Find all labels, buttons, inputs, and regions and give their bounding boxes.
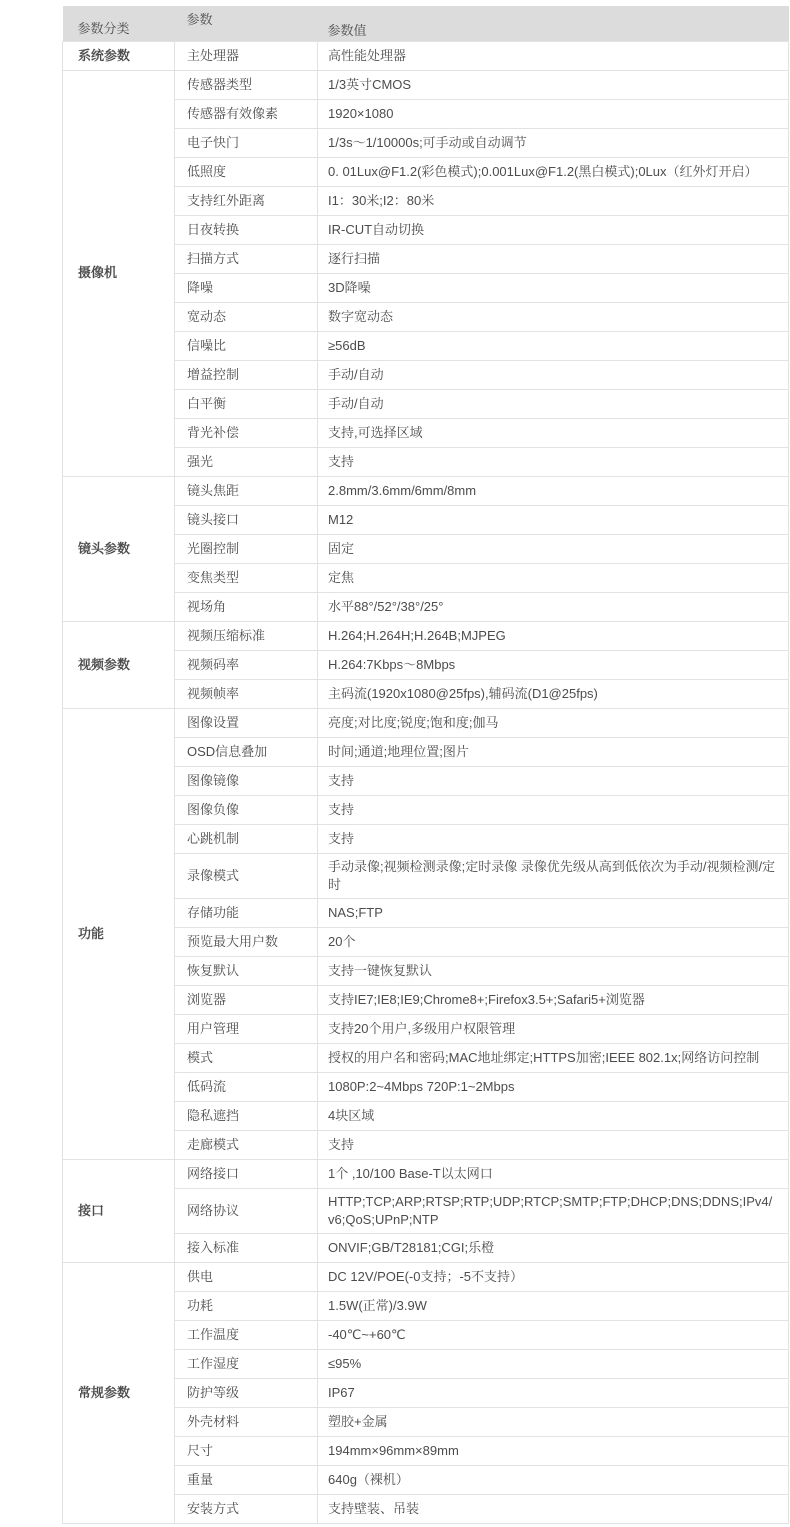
value-cell: 1080P:2~4Mbps 720P:1~2Mbps [318,1072,789,1101]
value-cell: 手动录像;视频检测录像;定时录像 录像优先级从高到低依次为手动/视频检测/定时 [318,853,789,898]
param-cell: 存储功能 [175,898,318,927]
value-cell: 支持 [318,1130,789,1159]
param-cell: 安装方式 [175,1494,318,1523]
header-row [63,6,789,41]
table-row [63,621,789,650]
param-cell: 传感器有效像素 [175,99,318,128]
value-cell: 支持IE7;IE8;IE9;Chrome8+;Firefox3.5+;Safari5+浏览器 [318,985,789,1014]
value-cell: H.264;H.264H;H.264B;MJPEG [318,621,789,650]
param-cell: 视频码率 [175,650,318,679]
param-cell: 降噪 [175,273,318,302]
param-cell: 信噪比 [175,331,318,360]
param-cell: 隐私遮挡 [175,1101,318,1130]
value-cell: ≥56dB [318,331,789,360]
param-cell: 变焦类型 [175,563,318,592]
header-cell-param: 参数 [175,6,318,41]
value-cell: 支持 [318,795,789,824]
spec-table [62,6,789,1524]
value-cell: IR-CUT自动切换 [318,215,789,244]
value-cell: 20个 [318,927,789,956]
param-cell: 心跳机制 [175,824,318,853]
value-cell: -40℃~+60℃ [318,1320,789,1349]
table-row [63,1262,789,1291]
header-cell-category: 参数分类 [63,6,175,41]
value-cell: ONVIF;GB/T28181;CGI;乐橙 [318,1233,789,1262]
param-cell: 防护等级 [175,1378,318,1407]
param-cell: 视频压缩标准 [175,621,318,650]
value-cell: I1：30米;I2：80米 [318,186,789,215]
param-cell: 工作温度 [175,1320,318,1349]
param-cell: 预览最大用户数 [175,927,318,956]
value-cell: 支持 [318,447,789,476]
param-cell: 接入标准 [175,1233,318,1262]
value-cell: 固定 [318,534,789,563]
value-cell: 时间;通道;地理位置;图片 [318,737,789,766]
value-cell: 3D降噪 [318,273,789,302]
param-cell: 工作湿度 [175,1349,318,1378]
param-cell: 浏览器 [175,985,318,1014]
category-cell: 接口 [63,1159,175,1262]
category-cell: 视频参数 [63,621,175,708]
spec-table-body [63,41,789,1523]
value-cell: H.264:7Kbps～8Mbps [318,650,789,679]
param-cell: 恢复默认 [175,956,318,985]
value-cell: 支持一键恢复默认 [318,956,789,985]
table-row [63,70,789,99]
value-cell: 1/3英寸CMOS [318,70,789,99]
param-cell: 支持红外距离 [175,186,318,215]
value-cell: 主码流(1920x1080@25fps),辅码流(D1@25fps) [318,679,789,708]
value-cell: ≤95% [318,1349,789,1378]
param-cell: 传感器类型 [175,70,318,99]
param-cell: 光圈控制 [175,534,318,563]
category-cell: 摄像机 [63,70,175,476]
value-cell: 逐行扫描 [318,244,789,273]
param-cell: 功耗 [175,1291,318,1320]
param-cell: 录像模式 [175,853,318,898]
value-cell: 数字宽动态 [318,302,789,331]
param-cell: 尺寸 [175,1436,318,1465]
value-cell: 1920×1080 [318,99,789,128]
category-cell: 功能 [63,708,175,1159]
param-cell: 电子快门 [175,128,318,157]
param-cell: 图像镜像 [175,766,318,795]
param-cell: 外壳材料 [175,1407,318,1436]
param-cell: 图像设置 [175,708,318,737]
table-row [63,708,789,737]
value-cell: 授权的用户名和密码;MAC地址绑定;HTTPS加密;IEEE 802.1x;网络访问控制 [318,1043,789,1072]
param-cell: 背光补偿 [175,418,318,447]
value-cell: 1个 ,10/100 Base-T以太网口 [318,1159,789,1188]
param-cell: 网络协议 [175,1188,318,1233]
value-cell: HTTP;TCP;ARP;RTSP;RTP;UDP;RTCP;SMTP;FTP;DHCP;DNS;DDNS;IPv4/v6;QoS;UPnP;NTP [318,1188,789,1233]
param-cell: OSD信息叠加 [175,737,318,766]
value-cell: 640g（裸机） [318,1465,789,1494]
param-cell: 白平衡 [175,389,318,418]
param-cell: 用户管理 [175,1014,318,1043]
param-cell: 低码流 [175,1072,318,1101]
value-cell: 支持20个用户,多级用户权限管理 [318,1014,789,1043]
param-cell: 强光 [175,447,318,476]
value-cell: 手动/自动 [318,389,789,418]
param-cell: 低照度 [175,157,318,186]
value-cell: NAS;FTP [318,898,789,927]
value-cell: 1/3s～1/10000s;可手动或自动调节 [318,128,789,157]
value-cell: 塑胶+金属 [318,1407,789,1436]
param-cell: 扫描方式 [175,244,318,273]
value-cell: 194mm×96mm×89mm [318,1436,789,1465]
param-cell: 镜头焦距 [175,476,318,505]
category-cell: 常规参数 [63,1262,175,1523]
header-cell-value: 参数值 [318,6,789,41]
param-cell: 图像负像 [175,795,318,824]
param-cell: 重量 [175,1465,318,1494]
category-cell: 系统参数 [63,41,175,70]
param-cell: 宽动态 [175,302,318,331]
category-cell: 镜头参数 [63,476,175,621]
value-cell: 0. 01Lux@F1.2(彩色模式);0.001Lux@F1.2(黑白模式);0Lux（红外灯开启） [318,157,789,186]
param-cell: 主处理器 [175,41,318,70]
param-cell: 网络接口 [175,1159,318,1188]
value-cell: M12 [318,505,789,534]
param-cell: 视频帧率 [175,679,318,708]
table-row [63,476,789,505]
value-cell: 支持,可选择区域 [318,418,789,447]
table-row [63,1159,789,1188]
value-cell: 高性能处理器 [318,41,789,70]
param-cell: 镜头接口 [175,505,318,534]
value-cell: 2.8mm/3.6mm/6mm/8mm [318,476,789,505]
value-cell: 支持 [318,766,789,795]
param-cell: 日夜转换 [175,215,318,244]
param-cell: 模式 [175,1043,318,1072]
param-cell: 供电 [175,1262,318,1291]
value-cell: 4块区域 [318,1101,789,1130]
param-cell: 增益控制 [175,360,318,389]
value-cell: 定焦 [318,563,789,592]
value-cell: 支持 [318,824,789,853]
table-row [63,41,789,70]
value-cell: 手动/自动 [318,360,789,389]
value-cell: 水平88°/52°/38°/25° [318,592,789,621]
value-cell: 支持壁装、吊装 [318,1494,789,1523]
value-cell: IP67 [318,1378,789,1407]
param-cell: 视场角 [175,592,318,621]
value-cell: DC 12V/POE(-0支持；-5不支持） [318,1262,789,1291]
value-cell: 1.5W(正常)/3.9W [318,1291,789,1320]
param-cell: 走廊模式 [175,1130,318,1159]
value-cell: 亮度;对比度;锐度;饱和度;伽马 [318,708,789,737]
